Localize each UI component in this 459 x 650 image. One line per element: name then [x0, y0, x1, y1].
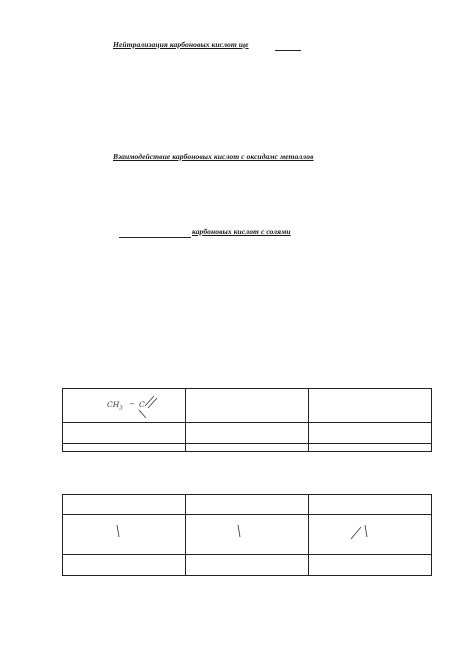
carboxyl-bonds-icon [63, 389, 186, 423]
table-row [63, 444, 432, 452]
heading-salts: карбоновых кислот с солями [192, 227, 291, 236]
heading-neutralization: Нейтрализация карбоновых кислот ще [113, 40, 249, 49]
table-cell [63, 423, 186, 444]
table-cell [186, 555, 309, 576]
table-cell-bond [63, 515, 186, 555]
table-cell [309, 495, 432, 515]
table-cell-formula [63, 389, 186, 423]
heading-metal-oxides: Взаимодействие карбоновых кислот с оксидамс металлов [113, 152, 314, 161]
table-cell [309, 423, 432, 444]
table-row [63, 515, 432, 555]
heading-neutralization-blank [275, 50, 301, 51]
table-row [63, 423, 432, 444]
table-cell [63, 555, 186, 576]
table-1 [62, 388, 432, 452]
table-cell [309, 444, 432, 452]
table-2 [62, 494, 432, 576]
heading-salts-blank [119, 237, 191, 238]
table-cell-bond [186, 515, 309, 555]
formula-subscript: 3 [119, 405, 123, 412]
table-row [63, 555, 432, 576]
table-cell [186, 389, 309, 423]
table-cell-bond [309, 515, 432, 555]
table-cell [63, 444, 186, 452]
table-cell [309, 555, 432, 576]
formula-bond-dash: − [129, 400, 135, 408]
bond-line-icon [186, 515, 309, 555]
table-cell [63, 495, 186, 515]
table-row [63, 389, 432, 423]
table-row [63, 495, 432, 515]
formula-carbon: C [139, 400, 145, 409]
formula-ch: CH [107, 400, 120, 409]
bond-lines-icon [309, 515, 432, 555]
table-cell [186, 495, 309, 515]
table-cell [186, 444, 309, 452]
table-cell [309, 389, 432, 423]
bond-line-icon [63, 515, 186, 555]
table-cell [186, 423, 309, 444]
